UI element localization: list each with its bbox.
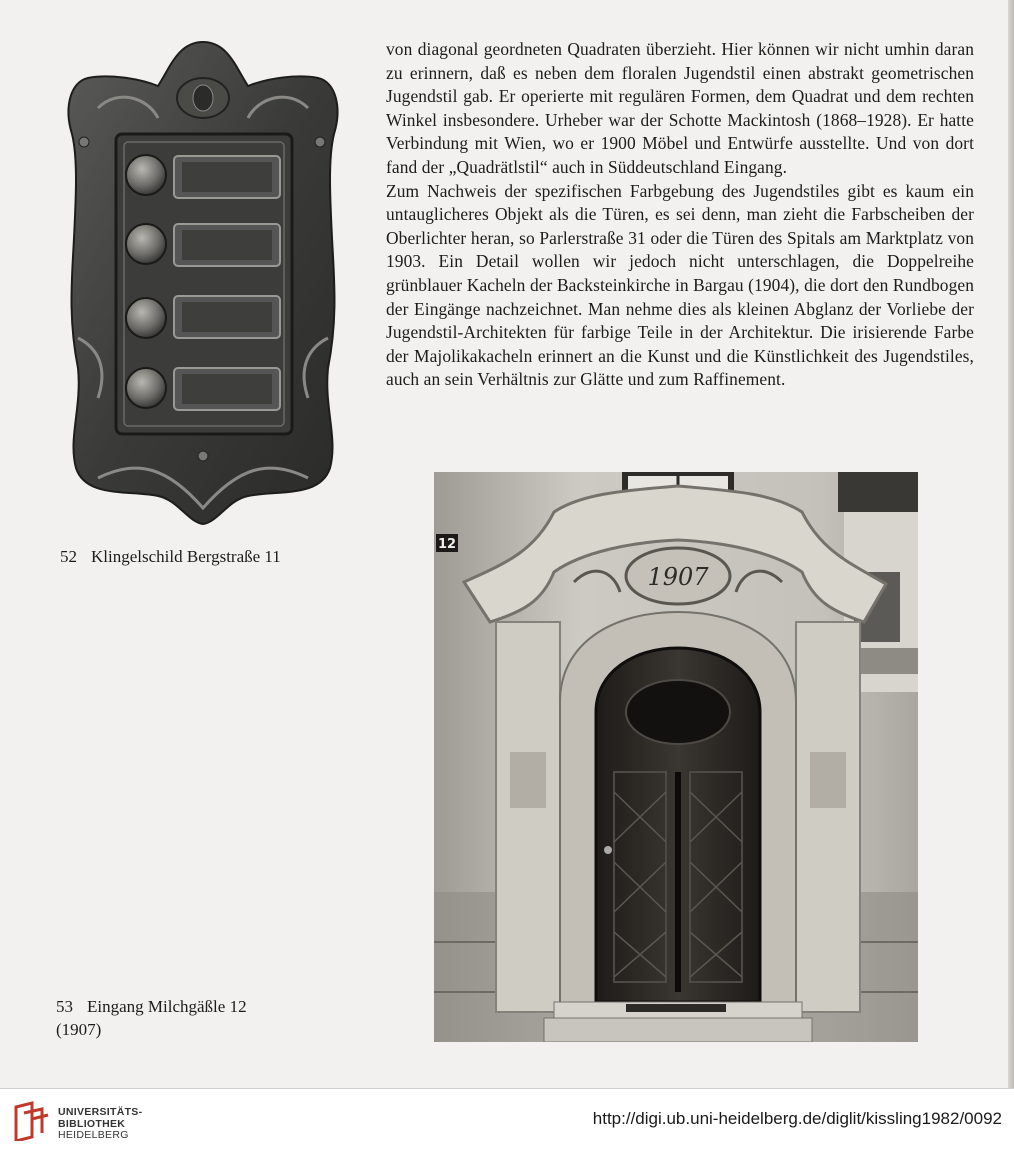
- doorway-photo: [434, 472, 918, 1042]
- library-name-line1: UNIVERSITÄTS-: [58, 1106, 143, 1118]
- figure-52-caption: [60, 545, 281, 568]
- figure-caption-text: Eingang Milchgäßle 12: [87, 997, 247, 1016]
- paragraph: von diagonal geordneten Quadraten überzieht. Hier können wir nicht umhin daran zu erinnern, daß es neben dem floralen Jugendstil einen abstrakt geometrischen Jugendstil gab. Er operierte mit regulären Formen, dem Quadrat und dem rechten Winkel insbesondere. Urheber war der Schotte Mackintosh (1868–1928). Er hatte Verbindung mit Wien, wo er 1900 Möbel und Entwürfe ausstellte. Und von dort fand der „Quadrätlstil“ auch in Süddeutschland Eingang.: [386, 39, 974, 177]
- keystone-year: 1907: [647, 563, 709, 591]
- library-footer: [0, 1088, 1014, 1163]
- page-edge: [1008, 0, 1014, 1088]
- figure-number: 53: [56, 997, 73, 1016]
- body-text: [386, 38, 974, 392]
- library-name: [58, 1107, 142, 1142]
- permalink-url[interactable]: http://digi.ub.uni-heidelberg.de/diglit/kissling1982/0092: [592, 1109, 1002, 1128]
- library-name-line3: HEIDELBERG: [58, 1129, 129, 1141]
- library-logo-icon[interactable]: [12, 1099, 50, 1141]
- library-name-line2: BIBLIOTHEK: [58, 1117, 126, 1130]
- figure-number: 52: [60, 547, 77, 566]
- doorbell-plate-photo: [58, 38, 348, 526]
- house-number: 12: [437, 537, 457, 552]
- paragraph: Zum Nachweis der spezifischen Farbgebung des Jugendstiles gibt es kaum ein untauglicheres Objekt als die Türen, es sei denn, man zieht die Farbscheiben der Oberlichter heran, so Parlerstraße 31 oder die Türen des Spitals am Marktplatz von 1903. Ein Detail wollen wir jedoch nicht unterschlagen, die Doppelreihe grünblauer Kacheln der Backsteinkirche in Bargau (1904), die dort den Rundbogen der Eingänge nachzeichnet. Man nehme dies als kleinen Abglanz der Vorliebe der Jugendstil-Architekten für farbige Teile in der Architektur. Die irisierende Farbe der Majolikakacheln erinnert an die Kunst und die Künstlichkeit des Jugendstiles, auch an sein Verhältnis zur Glätte und zum Raffinement.: [386, 180, 974, 390]
- figure-53-caption: [56, 995, 247, 1041]
- figure-caption-text: Klingelschild Bergstraße 11: [91, 547, 281, 566]
- figure-caption-year: (1907): [56, 1020, 102, 1039]
